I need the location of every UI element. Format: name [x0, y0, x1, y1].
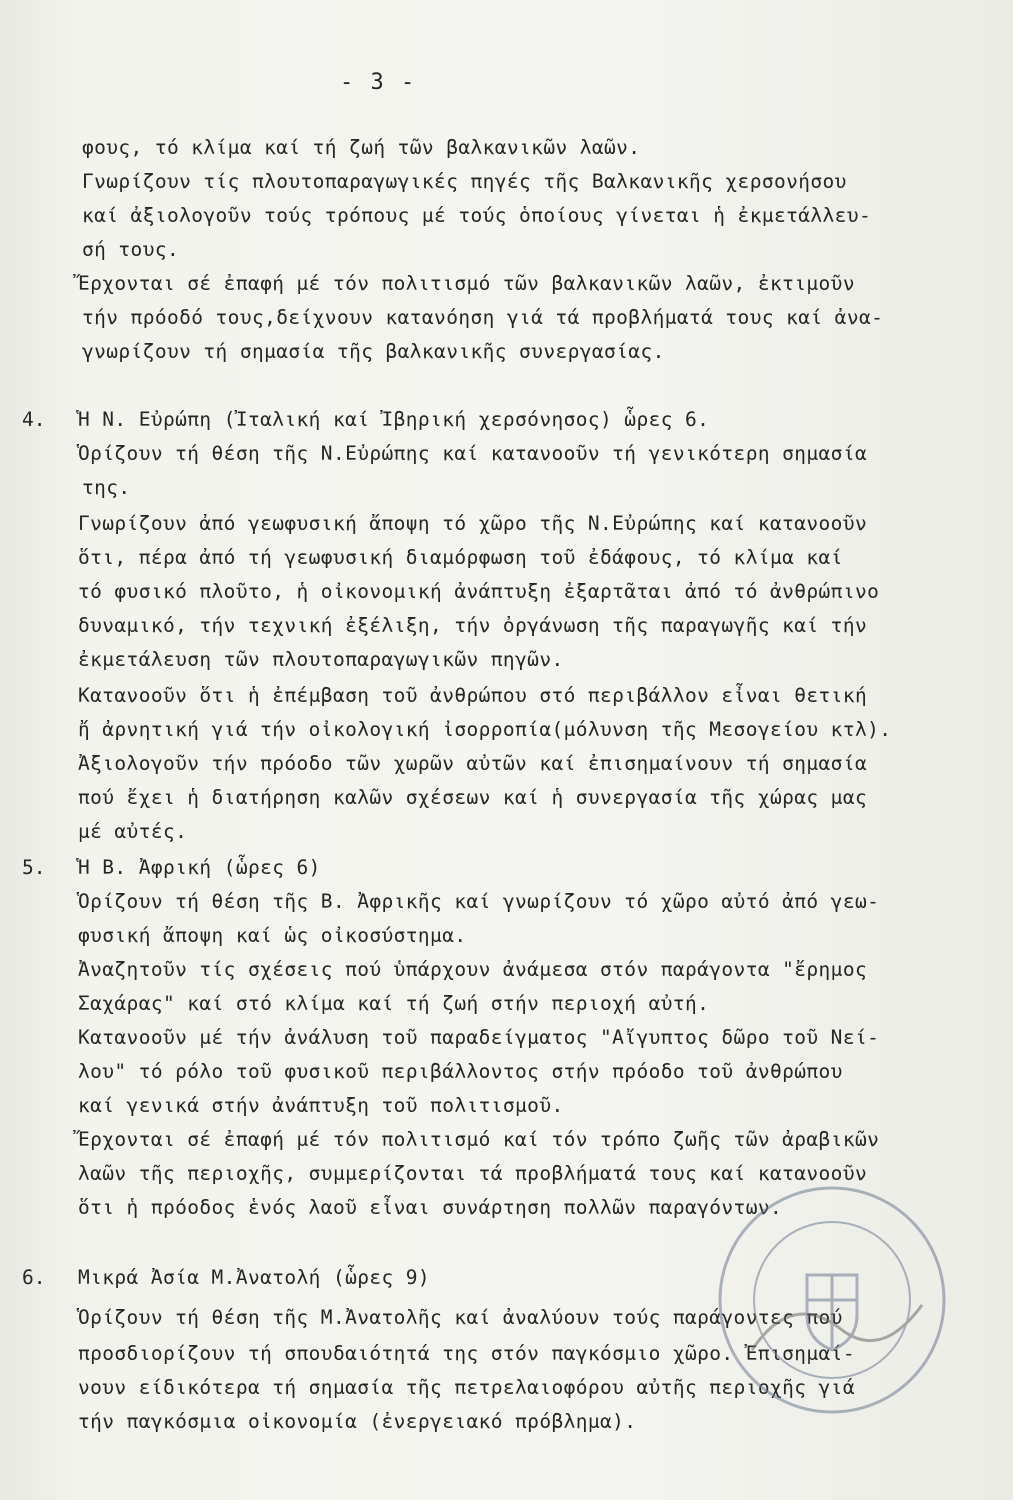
text-line: λου" τό ρόλο τοῦ φυσικοῦ περιβάλλοντος στήν πρόοδο τοῦ ἀνθρώπου	[78, 1060, 843, 1083]
text-line: Σαχάρας" καί στό κλίμα καί τή ζωή στήν περιοχή αὐτή.	[78, 992, 710, 1015]
text-line: δυναμικό, τήν τεχνική ἐξέλιξη, τήν ὀργάνωση τῆς παραγωγῆς καί τήν	[78, 614, 868, 637]
text-line: πού ἔχει ἡ διατήρηση καλῶν σχέσεων καί ἡ συνεργασία τῆς χώρας μας	[78, 786, 868, 809]
text-line: Ὁρίζουν τή θέση τῆς Μ.Ἀνατολῆς καί ἀναλύουν τούς παράγοντες πού	[78, 1306, 843, 1329]
text-line: προσδιορίζουν τή σπουδαιότητά της στόν παγκόσμιο χῶρο. Ἐπισημαί-	[78, 1342, 855, 1365]
text-line: καί γενικά στήν ἀνάπτυξη τοῦ πολιτισμοῦ.	[78, 1094, 564, 1117]
text-line: τό φυσικό πλοῦτο, ἡ οἰκονομική ἀνάπτυξη ἐξαρτᾶται ἀπό τό ἀνθρώπινο	[78, 580, 880, 603]
text-line: καί ἀξιολογοῦν τούς τρόπους μέ τούς ὁποίους γίνεται ἡ ἐκμετάλλευ-	[82, 204, 872, 227]
text-line: τήν πρόοδό τους,δείχνουν κατανόηση γιά τά προβλήματά τους καί ἀνα-	[82, 306, 884, 329]
section-number: 6.	[22, 1266, 46, 1289]
text-line: Ἀξιολογοῦν τήν πρόοδο τῶν χωρῶν αὐτῶν καί ἐπισημαίνουν τή σημασία	[78, 752, 868, 775]
text-line: Ἀναζητοῦν τίς σχέσεις πού ὑπάρχουν ἀνάμεσα στόν παράγοντα "ἔρημος	[78, 958, 868, 981]
text-line: σή τους.	[82, 238, 180, 261]
text-line: μέ αὐτές.	[78, 820, 188, 843]
text-line: νουν είδικότερα τή σημασία τῆς πετρελαιοφόρου αὐτῆς περιοχῆς γιά	[78, 1376, 855, 1399]
official-stamp-icon	[712, 1180, 952, 1420]
section-heading: Ἡ Β. Ἀφρική (ὧρες 6)	[78, 856, 321, 879]
text-line: Ὁρίζουν τή θέση τῆς Β. Ἀφρικῆς καί γνωρίζουν τό χῶρο αὐτό ἀπό γεω-	[78, 890, 880, 913]
section-heading: Ἡ Ν. Εὐρώπη (Ἰταλική καί Ἰβηρική χερσόνησος) ὧρες 6.	[78, 408, 710, 431]
text-line: ἐκμετάλευση τῶν πλουτοπαραγωγικῶν πηγῶν.	[78, 648, 564, 671]
text-line: λαῶν τῆς περιοχῆς, συμμερίζονται τά προβλήματά τους καί κατανοοῦν	[78, 1162, 868, 1185]
text-line: Γνωρίζουν τίς πλουτοπαραγωγικές πηγές τῆς Βαλκανικῆς χερσονήσου	[82, 170, 847, 193]
text-line: Κατανοοῦν ὅτι ἡ ἐπέμβαση τοῦ ἀνθρώπου στό περιβάλλον εἶναι θετική	[78, 684, 868, 707]
text-line: τήν παγκόσμια οἰκονομία (ἐνεργειακό πρόβλημα).	[78, 1410, 637, 1433]
section-number: 4.	[22, 408, 46, 431]
section-heading: Μικρά Ἀσία Μ.Ἀνατολή (ὧρες 9)	[78, 1266, 431, 1289]
section-number: 5.	[22, 856, 46, 879]
text-line: Κατανοοῦν μέ τήν ἀνάλυση τοῦ παραδείγματος "Αἴγυπτος δῶρο τοῦ Νεί-	[78, 1026, 880, 1049]
text-line: φους, τό κλίμα καί τή ζωή τῶν βαλκανικῶν λαῶν.	[82, 136, 641, 159]
text-line: της.	[82, 476, 131, 499]
text-line: Γνωρίζουν ἀπό γεωφυσική ἄποψη τό χῶρο τῆς Ν.Εὐρώπης καί κατανοοῦν	[78, 512, 868, 535]
text-line: Ὁρίζουν τή θέση τῆς Ν.Εὐρώπης καί κατανοοῦν τή γενικότερη σημασία	[78, 442, 868, 465]
text-line: γνωρίζουν τή σημασία τῆς βαλκανικῆς συνεργασίας.	[82, 340, 665, 363]
text-line: φυσική ἄποψη καί ὡς οἰκοσύστημα.	[78, 924, 467, 947]
page-number: - 3 -	[340, 70, 417, 95]
text-line: ἤ ἀρνητική γιά τήν οἰκολογική ἰσορροπία(μόλυνση τῆς Μεσογείου κτλ).	[78, 718, 892, 741]
text-line: Ἔρχονται σέ ἐπαφή μέ τόν πολιτισμό καί τόν τρόπο ζωῆς τῶν ἀραβικῶν	[78, 1128, 880, 1151]
text-line: ὅτι, πέρα ἀπό τή γεωφυσική διαμόρφωση τοῦ ἐδάφους, τό κλίμα καί	[78, 546, 843, 569]
text-line: Ἔρχονται σέ ἐπαφή μέ τόν πολιτισμό τῶν βαλκανικῶν λαῶν, ἐκτιμοῦν	[78, 272, 855, 295]
text-line: ὅτι ἡ πρόοδος ἑνός λαοῦ εἶναι συνάρτηση πολλῶν παραγόντων.	[78, 1196, 783, 1219]
